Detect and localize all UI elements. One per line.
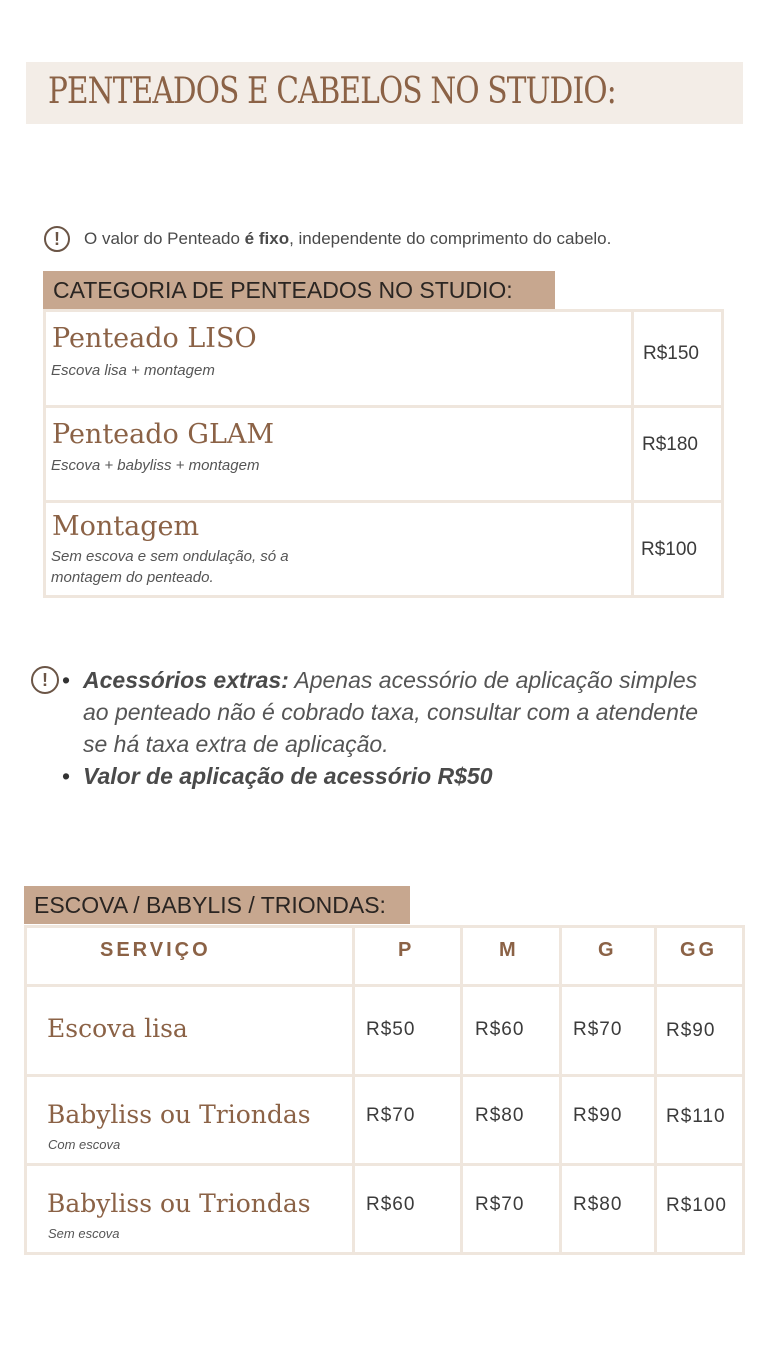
list-item: • Acessórios extras: Apenas acessório de aplicação simples ao penteado não é cobrado taxa, consultar com a atendente se há taxa extra de aplicação.: [62, 664, 722, 760]
price-g: R$90: [573, 1105, 623, 1126]
page-title: PENTEADOS E CABELOS NO STUDIO:: [48, 71, 616, 112]
list-item: • Valor de aplicação de acessório R$50: [62, 760, 722, 792]
column-header-p: P: [398, 939, 415, 961]
service-sub: Sem escova: [48, 1226, 120, 1241]
penteado-name: Penteado LISO: [52, 323, 257, 354]
penteados-heading: CATEGORIA DE PENTEADOS NO STUDIO:: [43, 271, 555, 309]
service-name: Escova lisa: [47, 1014, 188, 1043]
penteado-price: R$100: [641, 539, 697, 560]
service-name: Babyliss ou Triondas: [47, 1100, 311, 1129]
price-g: R$80: [573, 1194, 623, 1215]
escova-heading: ESCOVA / BABYLIS / TRIONDAS:: [24, 886, 410, 924]
price-g: R$70: [573, 1019, 623, 1040]
penteado-name: Penteado GLAM: [52, 419, 275, 450]
penteado-price: R$180: [642, 434, 698, 455]
acessorios-list: [62, 664, 722, 792]
penteado-desc: Escova + babyliss + montagem: [51, 457, 260, 474]
price-m: R$60: [475, 1019, 525, 1040]
column-header-gg: GG: [680, 939, 718, 961]
service-sub: Com escova: [48, 1137, 121, 1152]
column-header-g: G: [598, 939, 617, 961]
penteado-name: Montagem: [52, 511, 200, 542]
penteado-desc: Sem escova e sem ondulação, só a montagem do penteado.: [51, 548, 289, 586]
price-m: R$80: [475, 1105, 525, 1126]
price-p: R$70: [366, 1105, 416, 1126]
fixed-price-note: O valor do Penteado é fixo, independente do comprimento do cabelo.: [84, 229, 612, 248]
service-name: Babyliss ou Triondas: [47, 1189, 311, 1218]
price-p: R$60: [366, 1194, 416, 1215]
price-m: R$70: [475, 1194, 525, 1215]
price-p: R$50: [366, 1019, 416, 1040]
penteado-desc: Escova lisa + montagem: [51, 362, 215, 379]
exclamation-icon: !: [44, 226, 70, 252]
penteado-price: R$150: [643, 343, 699, 364]
price-gg: R$90: [666, 1020, 716, 1041]
exclamation-icon: !: [31, 666, 59, 694]
price-gg: R$110: [666, 1106, 726, 1127]
column-header-m: M: [499, 939, 519, 961]
column-header-servico: SERVIÇO: [100, 939, 211, 961]
price-gg: R$100: [666, 1195, 727, 1216]
